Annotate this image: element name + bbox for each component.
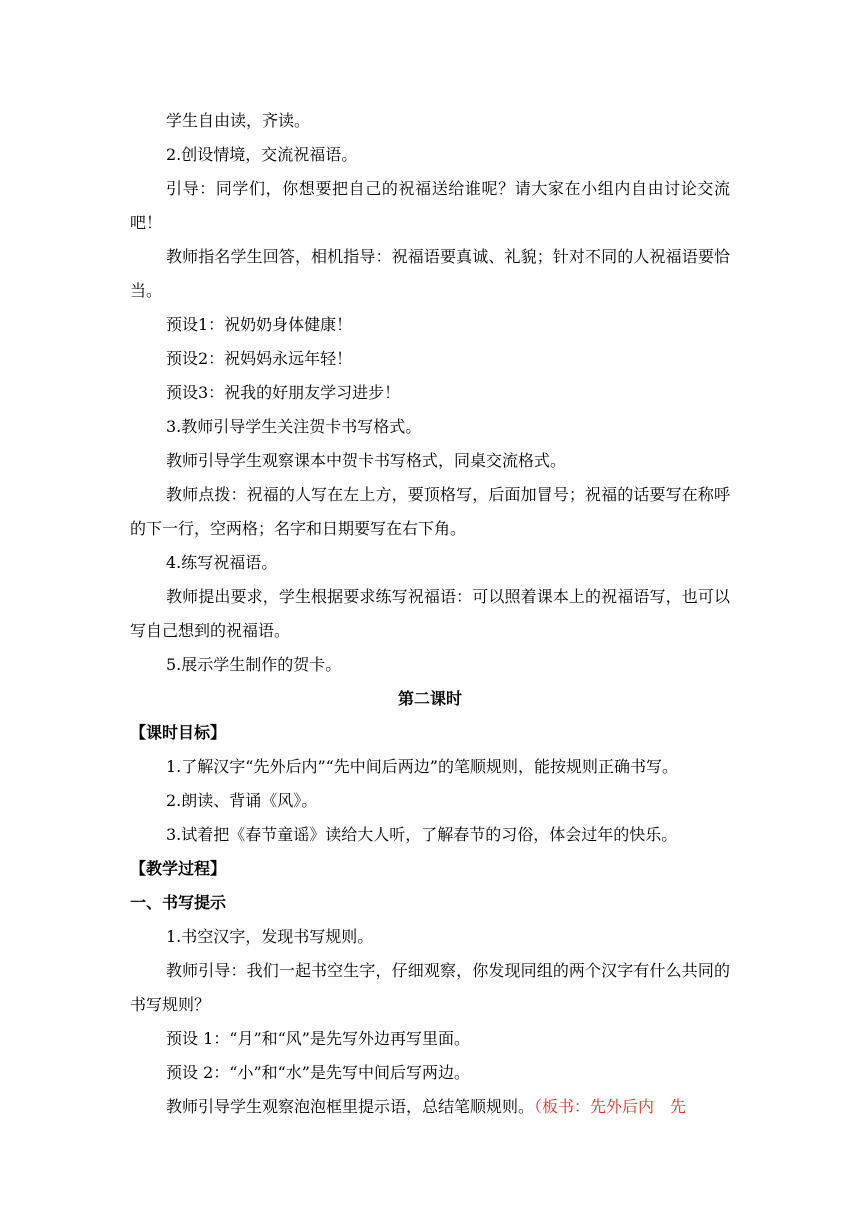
step-heading: 2.创设情境，交流祝福语。 bbox=[166, 145, 358, 164]
goal-item: 1.了解汉字“先外后内”“先中间后两边”的笔顺规则，能按规则正确书写。 bbox=[166, 757, 678, 776]
part-heading: 一、书写提示 bbox=[130, 893, 227, 912]
goal-item: 3.试着把《春节童谣》读给大人听，了解春节的习俗，体会过年的快乐。 bbox=[166, 825, 678, 844]
paragraph: 教师提出要求，学生根据要求练写祝福语：可以照着课本上的祝福语写，也可以写自己想到的祝福语。 bbox=[130, 587, 730, 640]
paragraph: 教师点拨：祝福的人写在左上方，要顶格写，后面加冒号；祝福的话要写在称呼的下一行，空两格；名字和日期要写在右下角。 bbox=[130, 485, 730, 538]
paragraph: 教师引导：我们一起书空生字，仔细观察，你发现同组的两个汉字有什么共同的书写规则？ bbox=[130, 961, 730, 1014]
process-heading: 【教学过程】 bbox=[130, 859, 227, 878]
paragraph: 教师指名学生回答，相机指导：祝福语要真诚、礼貌；针对不同的人祝福语要恰当。 bbox=[130, 247, 730, 300]
goals-heading: 【课时目标】 bbox=[130, 723, 227, 742]
preset-line: 预设2：祝妈妈永远年轻！ bbox=[166, 349, 353, 368]
paragraph: 教师引导学生观察课本中贺卡书写格式，同桌交流格式。 bbox=[166, 451, 567, 470]
lesson-title: 第二课时 bbox=[397, 689, 462, 708]
preset-line: 预设 1：“月”和“风”是先写外边再写里面。 bbox=[166, 1029, 470, 1048]
step-heading: 1.书空汉字，发现书写规则。 bbox=[166, 927, 374, 946]
paragraph-text: 教师引导学生观察泡泡框里提示语，总结笔顺规则。 bbox=[166, 1097, 535, 1116]
goal-item: 2.朗读、背诵《风》。 bbox=[166, 791, 318, 810]
board-note: （板书：先外后内 先 bbox=[534, 1097, 687, 1116]
step-heading: 3.教师引导学生关注贺卡书写格式。 bbox=[166, 417, 422, 436]
preset-line: 预设3：祝我的好朋友学习进步！ bbox=[166, 383, 401, 402]
document-page bbox=[130, 104, 730, 1124]
step-heading: 4.练写祝福语。 bbox=[166, 553, 278, 572]
preset-line: 预设 2：“小”和“水”是先写中间后写两边。 bbox=[166, 1063, 470, 1082]
step-heading: 5.展示学生制作的贺卡。 bbox=[166, 655, 342, 674]
paragraph bbox=[130, 1090, 730, 1124]
preset-line: 预设1：祝奶奶身体健康！ bbox=[166, 315, 353, 334]
paragraph: 学生自由读，齐读。 bbox=[166, 111, 311, 130]
paragraph: 引导：同学们，你想要把自己的祝福送给谁呢？请大家在小组内自由讨论交流吧！ bbox=[130, 179, 730, 232]
